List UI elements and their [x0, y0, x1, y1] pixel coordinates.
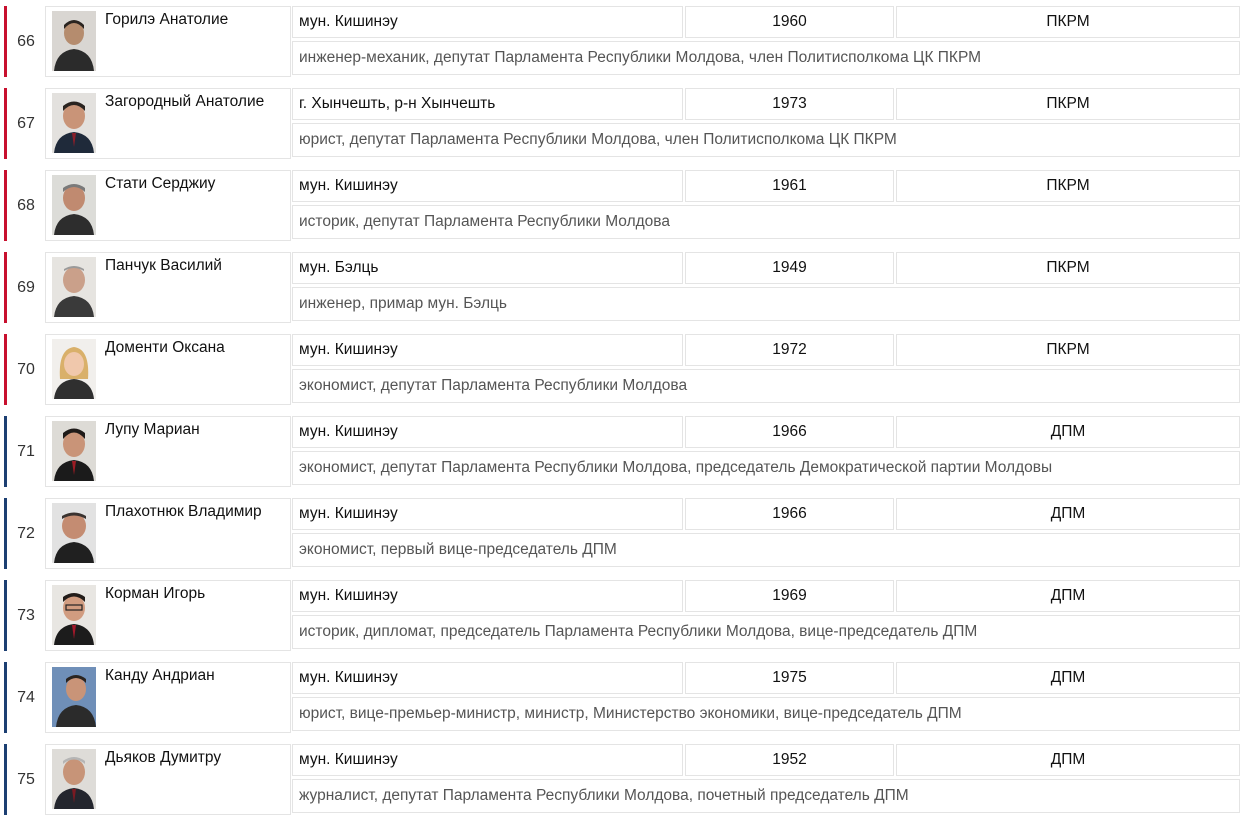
birth-year-cell: 1969 — [685, 580, 894, 612]
person-portrait-icon — [52, 257, 96, 317]
candidate-row — [4, 498, 1241, 568]
row-number: 71 — [7, 416, 45, 487]
party-cell: ДПМ — [896, 416, 1240, 448]
row-number: 68 — [7, 170, 45, 241]
person-portrait-icon — [52, 93, 96, 153]
person-portrait-icon — [52, 749, 96, 809]
birth-year-cell: 1966 — [685, 416, 894, 448]
description-cell: экономист, депутат Парламента Республики Молдова — [292, 369, 1240, 403]
person-cell — [45, 580, 291, 651]
party-cell: ДПМ — [896, 744, 1240, 776]
row-number: 70 — [7, 334, 45, 405]
person-cell — [45, 252, 291, 323]
description-cell: юрист, депутат Парламента Республики Молдова, член Политисполкома ЦК ПКРМ — [292, 123, 1240, 157]
birthplace-cell: мун. Кишинэу — [292, 580, 683, 612]
description-cell: журналист, депутат Парламента Республики Молдова, почетный председатель ДПМ — [292, 779, 1240, 813]
row-number: 66 — [7, 6, 45, 77]
person-portrait-icon — [52, 421, 96, 481]
party-cell: ПКРМ — [896, 6, 1240, 38]
candidate-row — [4, 744, 1241, 814]
party-cell: ПКРМ — [896, 170, 1240, 202]
person-name: Лупу Мариан — [105, 421, 200, 438]
party-cell: ДПМ — [896, 662, 1240, 694]
row-number: 67 — [7, 88, 45, 159]
candidate-row — [4, 334, 1241, 404]
description-cell: экономист, депутат Парламента Республики Молдова, председатель Демократической партии Молдовы — [292, 451, 1240, 485]
birthplace-cell: мун. Кишинэу — [292, 744, 683, 776]
birth-year-cell: 1961 — [685, 170, 894, 202]
birthplace-cell: мун. Бэлць — [292, 252, 683, 284]
person-cell — [45, 170, 291, 241]
person-cell — [45, 88, 291, 159]
birth-year-cell: 1949 — [685, 252, 894, 284]
party-cell: ПКРМ — [896, 252, 1240, 284]
person-name: Загородный Анатолие — [105, 93, 265, 110]
birth-year-cell: 1972 — [685, 334, 894, 366]
birthplace-cell: мун. Кишинэу — [292, 6, 683, 38]
birthplace-cell: г. Хынчешть, р-н Хынчешть — [292, 88, 683, 120]
party-cell: ПКРМ — [896, 334, 1240, 366]
person-name: Канду Андриан — [105, 667, 215, 684]
person-portrait-icon — [52, 339, 96, 399]
person-name: Корман Игорь — [105, 585, 206, 602]
candidate-row — [4, 88, 1241, 158]
person-name: Стати Серджиу — [105, 175, 216, 192]
row-number: 74 — [7, 662, 45, 733]
person-portrait-icon — [52, 175, 96, 235]
person-portrait-icon — [52, 11, 96, 71]
birth-year-cell: 1960 — [685, 6, 894, 38]
person-cell — [45, 498, 291, 569]
description-cell: историк, депутат Парламента Республики Молдова — [292, 205, 1240, 239]
row-number: 69 — [7, 252, 45, 323]
person-name: Горилэ Анатолие — [105, 11, 229, 28]
birthplace-cell: мун. Кишинэу — [292, 334, 683, 366]
person-portrait-icon — [52, 585, 96, 645]
candidate-row — [4, 662, 1241, 732]
birthplace-cell: мун. Кишинэу — [292, 416, 683, 448]
candidate-row — [4, 580, 1241, 650]
birthplace-cell: мун. Кишинэу — [292, 170, 683, 202]
row-number: 73 — [7, 580, 45, 651]
row-number: 72 — [7, 498, 45, 569]
person-name: Панчук Василий — [105, 257, 222, 274]
person-portrait-icon — [52, 667, 96, 727]
candidate-row — [4, 6, 1241, 76]
person-name: Доменти Оксана — [105, 339, 225, 356]
candidate-row — [4, 252, 1241, 322]
birthplace-cell: мун. Кишинэу — [292, 498, 683, 530]
person-name: Плахотнюк Владимир — [105, 503, 262, 520]
birth-year-cell: 1975 — [685, 662, 894, 694]
candidate-row — [4, 416, 1241, 486]
description-cell: инженер, примар мун. Бэлць — [292, 287, 1240, 321]
birthplace-cell: мун. Кишинэу — [292, 662, 683, 694]
person-portrait-icon — [52, 503, 96, 563]
person-cell — [45, 6, 291, 77]
person-cell — [45, 662, 291, 733]
party-cell: ДПМ — [896, 580, 1240, 612]
candidate-row — [4, 170, 1241, 240]
birth-year-cell: 1952 — [685, 744, 894, 776]
person-cell — [45, 334, 291, 405]
party-cell: ПКРМ — [896, 88, 1240, 120]
party-cell: ДПМ — [896, 498, 1240, 530]
description-cell: экономист, первый вице-председатель ДПМ — [292, 533, 1240, 567]
person-name: Дьяков Думитру — [105, 749, 222, 766]
description-cell: инженер-механик, депутат Парламента Республики Молдова, член Политисполкома ЦК ПКРМ — [292, 41, 1240, 75]
person-cell — [45, 744, 291, 815]
description-cell: историк, дипломат, председатель Парламента Республики Молдова, вице-председатель ДПМ — [292, 615, 1240, 649]
birth-year-cell: 1973 — [685, 88, 894, 120]
person-cell — [45, 416, 291, 487]
row-number: 75 — [7, 744, 45, 815]
description-cell: юрист, вице-премьер-министр, министр, Министерство экономики, вице-председатель ДПМ — [292, 697, 1240, 731]
birth-year-cell: 1966 — [685, 498, 894, 530]
